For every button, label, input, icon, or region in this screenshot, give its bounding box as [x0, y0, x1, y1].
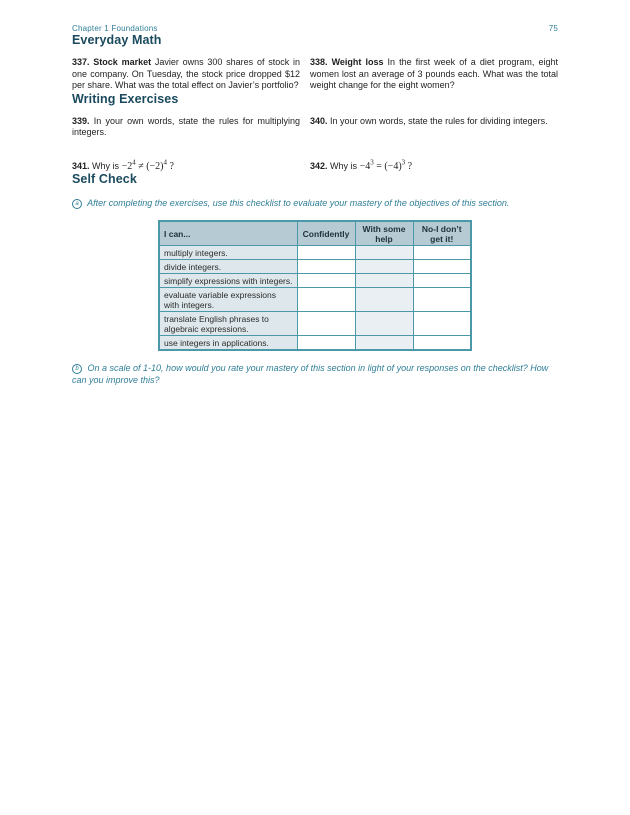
exercise-339 — [72, 116, 300, 139]
exercise-number: 342. — [310, 160, 328, 171]
writing-exercises — [72, 116, 558, 173]
math-expression: $-4^3 = (-4)^3$ ? — [359, 158, 413, 172]
circled-a-icon: a — [72, 199, 82, 209]
self-check-table — [158, 220, 472, 351]
self-check-part-b — [72, 363, 558, 387]
exercise-title: Weight loss — [331, 57, 384, 67]
column-header-confidently: Confidently — [297, 221, 355, 246]
checklist-cell-confidently — [297, 336, 355, 351]
table-row — [159, 336, 471, 351]
checklist-item-label: multiply integers. — [159, 246, 297, 260]
checklist-item-label: simplify expressions with integers. — [159, 274, 297, 288]
chapter-header: Chapter 1 Foundations — [72, 24, 158, 33]
exercise-341 — [72, 158, 300, 173]
checklist-cell-confidently — [297, 274, 355, 288]
checklist-cell-with-some-help — [355, 312, 413, 336]
checklist-item-label: divide integers. — [159, 260, 297, 274]
checklist-cell-with-some-help — [355, 246, 413, 260]
checklist-cell-confidently — [297, 312, 355, 336]
page-number: 75 — [548, 24, 558, 33]
checklist-cell-with-some-help — [355, 260, 413, 274]
exercise-body: Why is — [92, 160, 120, 171]
checklist-cell-confidently — [297, 246, 355, 260]
checklist-item-label: evaluate variable expressions with integers. — [159, 288, 297, 312]
exercise-337 — [72, 57, 300, 92]
table-header-row — [159, 221, 471, 246]
exercise-body: In your own words, state the rules for dividing integers. — [330, 115, 548, 126]
everyday-math-exercises — [72, 57, 558, 92]
checklist-cell-no-i-dont-get-it — [413, 288, 471, 312]
checklist-cell-no-i-dont-get-it — [413, 260, 471, 274]
checklist-item-label: translate English phrases to algebraic expressions. — [159, 312, 297, 336]
exercise-number: 341. — [72, 160, 90, 171]
table-row — [159, 274, 471, 288]
checklist-cell-no-i-dont-get-it — [413, 336, 471, 351]
checklist-cell-confidently — [297, 288, 355, 312]
exercise-body: Why is — [330, 160, 358, 171]
section-heading-writing-exercises: Writing Exercises — [72, 91, 179, 106]
exercise-number: 337. — [72, 57, 90, 67]
exercise-342 — [310, 158, 558, 173]
column-header-with-some-help: With some help — [355, 221, 413, 246]
checklist-cell-with-some-help — [355, 274, 413, 288]
table-row — [159, 312, 471, 336]
checklist-cell-no-i-dont-get-it — [413, 312, 471, 336]
section-heading-everyday-math: Everyday Math — [72, 33, 162, 47]
exercise-number: 339. — [72, 115, 90, 126]
running-head — [72, 24, 558, 33]
math-expression: $-2^4 \ne (-2)^4$ ? — [121, 158, 174, 172]
checklist-cell-with-some-help — [355, 288, 413, 312]
column-header-i-can: I can... — [159, 221, 297, 246]
section-heading-self-check: Self Check — [72, 172, 137, 186]
part-a-text: After completing the exercises, use this checklist to evaluate your mastery of the objectives of this section. — [87, 198, 510, 208]
exercise-number: 340. — [310, 115, 328, 126]
exercise-number: 338. — [310, 57, 328, 67]
table-row — [159, 288, 471, 312]
exercise-title: Stock market — [93, 57, 152, 67]
exercise-body: Javier owns 300 shares of stock in one company. On Tuesday, the stock price dropped $12 per share. What was the total effect on Javier’s portfolio? — [72, 57, 300, 90]
table-row — [159, 260, 471, 274]
table-row — [159, 246, 471, 260]
exercise-340 — [310, 116, 558, 139]
exercise-body: In the first week of a diet program, eight women lost an average of 3 pounds each. What was the total weight change for the eight women? — [310, 57, 558, 90]
checklist-cell-confidently — [297, 260, 355, 274]
checklist-cell-with-some-help — [355, 336, 413, 351]
circled-b-icon: b — [72, 364, 82, 374]
checklist-cell-no-i-dont-get-it — [413, 246, 471, 260]
checklist-cell-no-i-dont-get-it — [413, 274, 471, 288]
self-check-part-a — [72, 198, 558, 210]
checklist-item-label: use integers in applications. — [159, 336, 297, 351]
exercise-body: In your own words, state the rules for multiplying integers. — [72, 115, 300, 137]
exercise-338 — [310, 57, 558, 92]
part-b-text: On a scale of 1-10, how would you rate your mastery of this section in light of your responses on the checklist? How can you improve this? — [72, 363, 549, 385]
column-header-no-i-dont-get-it: No-I don’t get it! — [413, 221, 471, 246]
